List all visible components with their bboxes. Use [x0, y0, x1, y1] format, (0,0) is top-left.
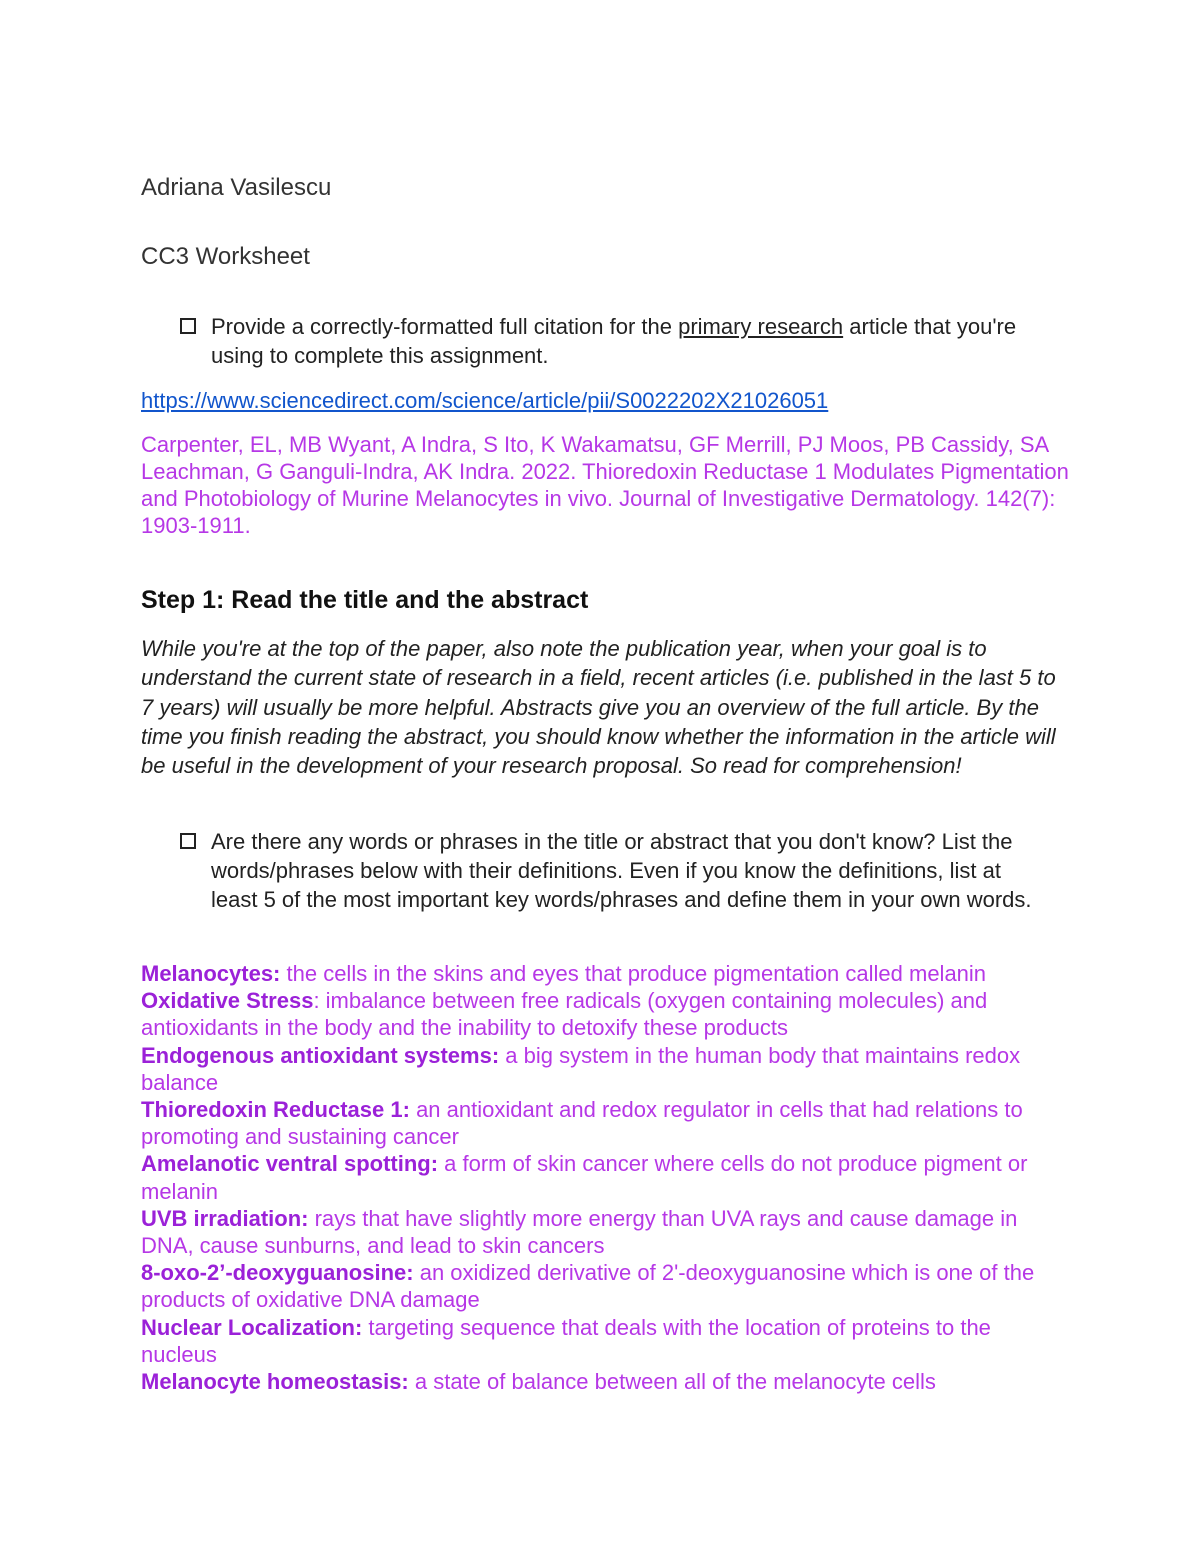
definition-item: [141, 1368, 1071, 1395]
definitions-list: [141, 960, 1071, 1395]
citation-task-text-after: article that you're using to complete this assignment.: [211, 314, 1017, 368]
definition-text: a state of balance between all of the melanocyte cells: [408, 1369, 936, 1395]
keywords-task-text: Are there any words or phrases in the title or abstract that you don't know? List the words/phrases below with their definitions. Even if you know the definitions, list at least 5 of the most important key words/phrases and define them in your own words.: [211, 829, 1032, 912]
step1-heading: Step 1: Read the title and the abstract: [141, 586, 589, 614]
definition-item: [141, 1259, 1071, 1313]
primary-research-underlined: primary research: [678, 314, 844, 339]
article-link[interactable]: https://www.sciencedirect.com/science/article/pii/S0022202X21026051: [141, 388, 829, 413]
definition-item: [141, 960, 1071, 987]
definition-term: Nuclear Localization:: [141, 1314, 363, 1340]
definition-item: [141, 1314, 1071, 1368]
citation-task-text: [211, 312, 1040, 370]
definition-text: : imbalance between free radicals (oxygen containing molecules) and antioxidants in the body and the inability to detoxify these products: [141, 988, 988, 1041]
definition-item: [141, 987, 1071, 1041]
article-citation: Carpenter, EL, MB Wyant, A Indra, S Ito, K Wakamatsu, GF Merrill, PJ Moos, PB Cassidy, SA Leachman, G Ganguli-Indra, AK Indra. 2022. Thioredoxin Reductase 1 Modulates Pigmentation and Photobiology of Murine Melanocytes in vivo. Journal of Investigative Dermatology. 142(7): 1903-1911.: [141, 432, 1069, 538]
definition-text: targeting sequence that deals with the location of proteins to the nucleus: [141, 1314, 991, 1367]
definition-term: Oxidative Stress: [141, 988, 314, 1014]
definition-term: Amelanotic ventral spotting:: [141, 1151, 439, 1177]
checkbox[interactable]: [180, 318, 196, 334]
citation-task-text-before: Provide a correctly-formatted full citation for the: [211, 314, 679, 339]
document-title: CC3 Worksheet: [141, 243, 310, 270]
definition-term: 8-oxo-2’-deoxyguanosine:: [141, 1260, 414, 1286]
step1-instructions: While you're at the top of the paper, also note the publication year, when your goal is to understand the current state of research in a field, recent articles (i.e. published in the last 5 to 7 years) will usually be more helpful. Abstracts give you an overview of the full article. By the time you finish reading the abstract, you should know whether the information in the article will be useful in the development of your research proposal. So read for comprehension!: [141, 636, 1056, 779]
definition-item: [141, 1096, 1071, 1150]
definition-item: [141, 1205, 1071, 1259]
definition-text: a big system in the human body that maintains redox balance: [141, 1042, 1021, 1095]
definition-term: Melanocyte homeostasis:: [141, 1369, 409, 1395]
definition-item: [141, 1150, 1071, 1204]
definition-item: [141, 1042, 1071, 1096]
definition-text: an antioxidant and redox regulator in cells that had relations to promoting and sustaining cancer: [141, 1097, 1023, 1150]
definition-text: rays that have slightly more energy than UVA rays and cause damage in DNA, cause sunburns, and lead to skin cancers: [141, 1205, 1018, 1259]
checkbox[interactable]: [180, 833, 196, 849]
definition-text: a form of skin cancer where cells do not produce pigment or melanin: [141, 1151, 1028, 1204]
definition-term: Endogenous antioxidant systems:: [141, 1042, 500, 1068]
definition-term: UVB irradiation:: [141, 1205, 309, 1231]
citation-task-item: [180, 312, 1040, 370]
author-name: Adriana Vasilescu: [141, 174, 332, 201]
keywords-task-item: [180, 827, 1040, 914]
definition-term: Thioredoxin Reductase 1:: [141, 1097, 410, 1123]
definition-text: an oxidized derivative of 2'-deoxyguanosine which is one of the products of oxidative DNA damage: [141, 1260, 1035, 1313]
definition-term: Melanocytes:: [141, 961, 281, 986]
definition-text: the cells in the skins and eyes that produce pigmentation called melanin: [280, 961, 987, 986]
